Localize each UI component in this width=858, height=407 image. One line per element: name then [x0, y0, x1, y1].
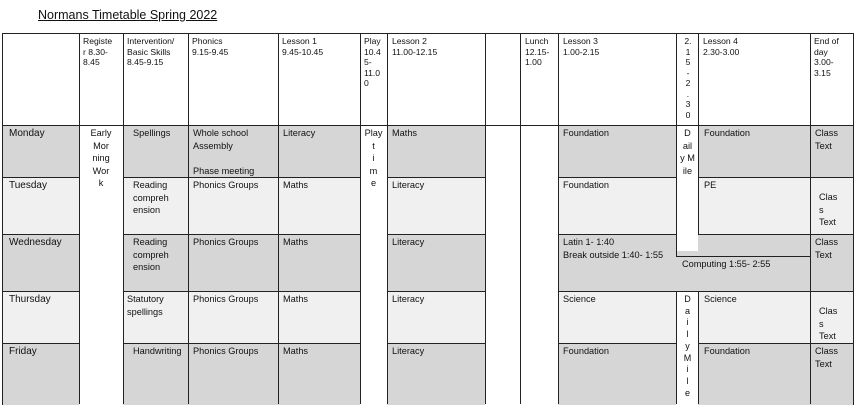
- monday-lesson4: Foundation: [704, 128, 750, 138]
- thursday-lesson3: Science: [563, 294, 596, 304]
- wednesday-lesson3: Latin 1- 1:40 Break outside 1:40- 1:55: [563, 237, 664, 260]
- gap-span-bg: [485, 125, 520, 405]
- friday-endofday: Class Text: [815, 346, 838, 369]
- header-lesson1: Lesson 1 9.45-10.45: [282, 36, 324, 57]
- wednesday-lesson1: Maths: [283, 237, 309, 247]
- header-lesson3: Lesson 3 1.00-2.15: [563, 36, 600, 57]
- tuesday-endofday: Clas s Text: [819, 192, 838, 227]
- tuesday-lesson1: Maths: [283, 180, 309, 190]
- tuesday-lesson4: PE: [704, 180, 717, 190]
- friday-intervention: Handwriting: [133, 346, 182, 356]
- day-monday: Monday: [9, 128, 45, 139]
- header-endofday: End of day 3.00- 3.15: [814, 36, 839, 78]
- header-register: Registe r 8.30- 8.45: [83, 36, 113, 67]
- friday-lesson3: Foundation: [563, 346, 609, 356]
- friday-lesson1: Maths: [283, 346, 309, 356]
- monday-lesson1: Literacy: [283, 128, 316, 138]
- day-thursday: Thursday: [9, 294, 51, 305]
- day-wednesday: Wednesday: [9, 237, 62, 248]
- wednesday-intervention: Reading compreh ension: [133, 237, 169, 272]
- monday-lesson3: Foundation: [563, 128, 609, 138]
- wednesday-endofday: Class Text: [815, 237, 838, 260]
- early-morning-work: Early Mor ning Wor k: [90, 128, 112, 188]
- thursday-lesson2: Literacy: [392, 294, 425, 304]
- wednesday-phonics: Phonics Groups: [193, 237, 259, 247]
- daily-mile-bottom: D a i l y M i l e: [683, 294, 692, 398]
- tuesday-intervention: Reading compreh ension: [133, 180, 169, 215]
- header-break2: 2. 1 5 - 2 . 3 0: [684, 36, 692, 120]
- lunch-span-bg: [520, 125, 558, 405]
- friday-lesson2: Literacy: [392, 346, 425, 356]
- daily-mile-top: D ail y M ile: [680, 128, 695, 176]
- timetable-grid: [2, 33, 854, 405]
- tuesday-lesson3: Foundation: [563, 180, 609, 190]
- monday-lesson2: Maths: [392, 128, 418, 138]
- row-shade-tuesday: [3, 177, 853, 234]
- friday-lesson4: Foundation: [704, 346, 750, 356]
- monday-endofday: Class Text: [815, 128, 838, 151]
- wednesday-lesson2: Literacy: [392, 237, 425, 247]
- tuesday-phonics: Phonics Groups: [193, 180, 259, 190]
- thursday-endofday: Clas s Text: [819, 306, 838, 341]
- tuesday-lesson2: Literacy: [392, 180, 425, 190]
- thursday-intervention: Statutory spellings: [127, 294, 164, 317]
- header-lesson2: Lesson 2 11.00-12.15: [392, 36, 438, 57]
- header-phonics: Phonics 9.15-9.45: [192, 36, 229, 57]
- day-tuesday: Tuesday: [9, 180, 47, 191]
- header-lesson4: Lesson 4 2.30-3.00: [703, 36, 740, 57]
- playtime-label: Play t i m e: [364, 128, 383, 188]
- day-friday: Friday: [9, 346, 37, 357]
- thursday-phonics: Phonics Groups: [193, 294, 259, 304]
- monday-intervention: Spellings: [133, 128, 171, 138]
- header-play: Play 10.4 5- 11.0 0: [364, 36, 381, 88]
- wednesday-computing: Computing 1:55- 2:55: [682, 259, 771, 269]
- friday-phonics: Phonics Groups: [193, 346, 259, 356]
- header-lunch: Lunch 12.15- 1.00: [525, 36, 550, 67]
- page-title: Normans Timetable Spring 2022: [38, 8, 218, 22]
- thursday-lesson1: Maths: [283, 294, 309, 304]
- monday-phonics: Whole school Assembly: [193, 128, 249, 151]
- thursday-lesson4: Science: [704, 294, 737, 304]
- monday-phonics-extra: Phase meeting: [193, 166, 255, 176]
- header-intervention: Intervention/ Basic Skills 8.45-9.15: [127, 36, 175, 67]
